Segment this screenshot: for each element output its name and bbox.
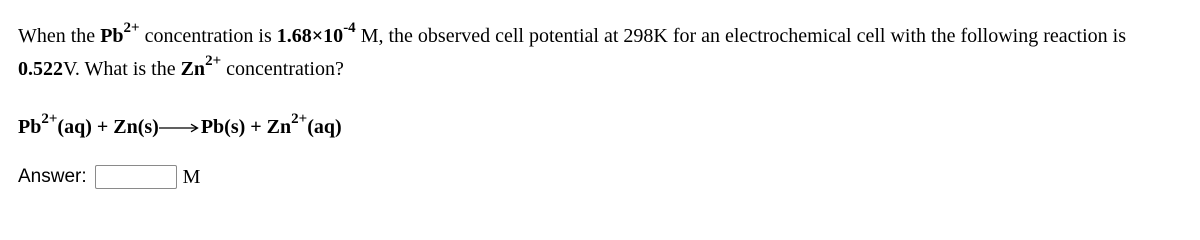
zinc-ion (180, 53, 222, 80)
reactant-rest: (aq) + Zn(s) (57, 116, 159, 138)
product-phase: (aq) (307, 116, 342, 138)
reactant-lead-charge: 2+ (41, 111, 58, 128)
question-text-part: concentration is (139, 25, 277, 47)
lead-symbol: Pb (100, 25, 124, 47)
lead-charge: 2+ (123, 20, 140, 37)
reactant-lead: Pb (18, 116, 42, 138)
answer-input[interactable] (95, 165, 177, 189)
question-text-part: M, the observed cell potential at 298K for an electrochemical cell with the following reaction is (355, 25, 1126, 47)
cell-potential: 0.522 (18, 58, 63, 80)
concentration-base: 1.68×10 (276, 25, 344, 47)
reaction-equation (18, 113, 342, 141)
products: Pb(s) + Zn (200, 116, 292, 138)
zinc-symbol: Zn (180, 58, 206, 80)
question-text-part: V. What is the (63, 58, 181, 80)
concentration-exponent: -4 (343, 20, 356, 37)
question-text-part: concentration? (221, 58, 344, 80)
lead-ion (100, 20, 140, 47)
product-zinc-charge: 2+ (291, 111, 308, 128)
question-text (18, 20, 1188, 86)
answer-label: Answer: (18, 166, 87, 187)
reaction-arrow-icon (159, 121, 199, 135)
lead-concentration (276, 20, 356, 47)
answer-row (18, 163, 200, 191)
question-text-part: When the (18, 25, 101, 47)
answer-unit: M (182, 165, 201, 188)
zinc-charge: 2+ (205, 53, 222, 70)
